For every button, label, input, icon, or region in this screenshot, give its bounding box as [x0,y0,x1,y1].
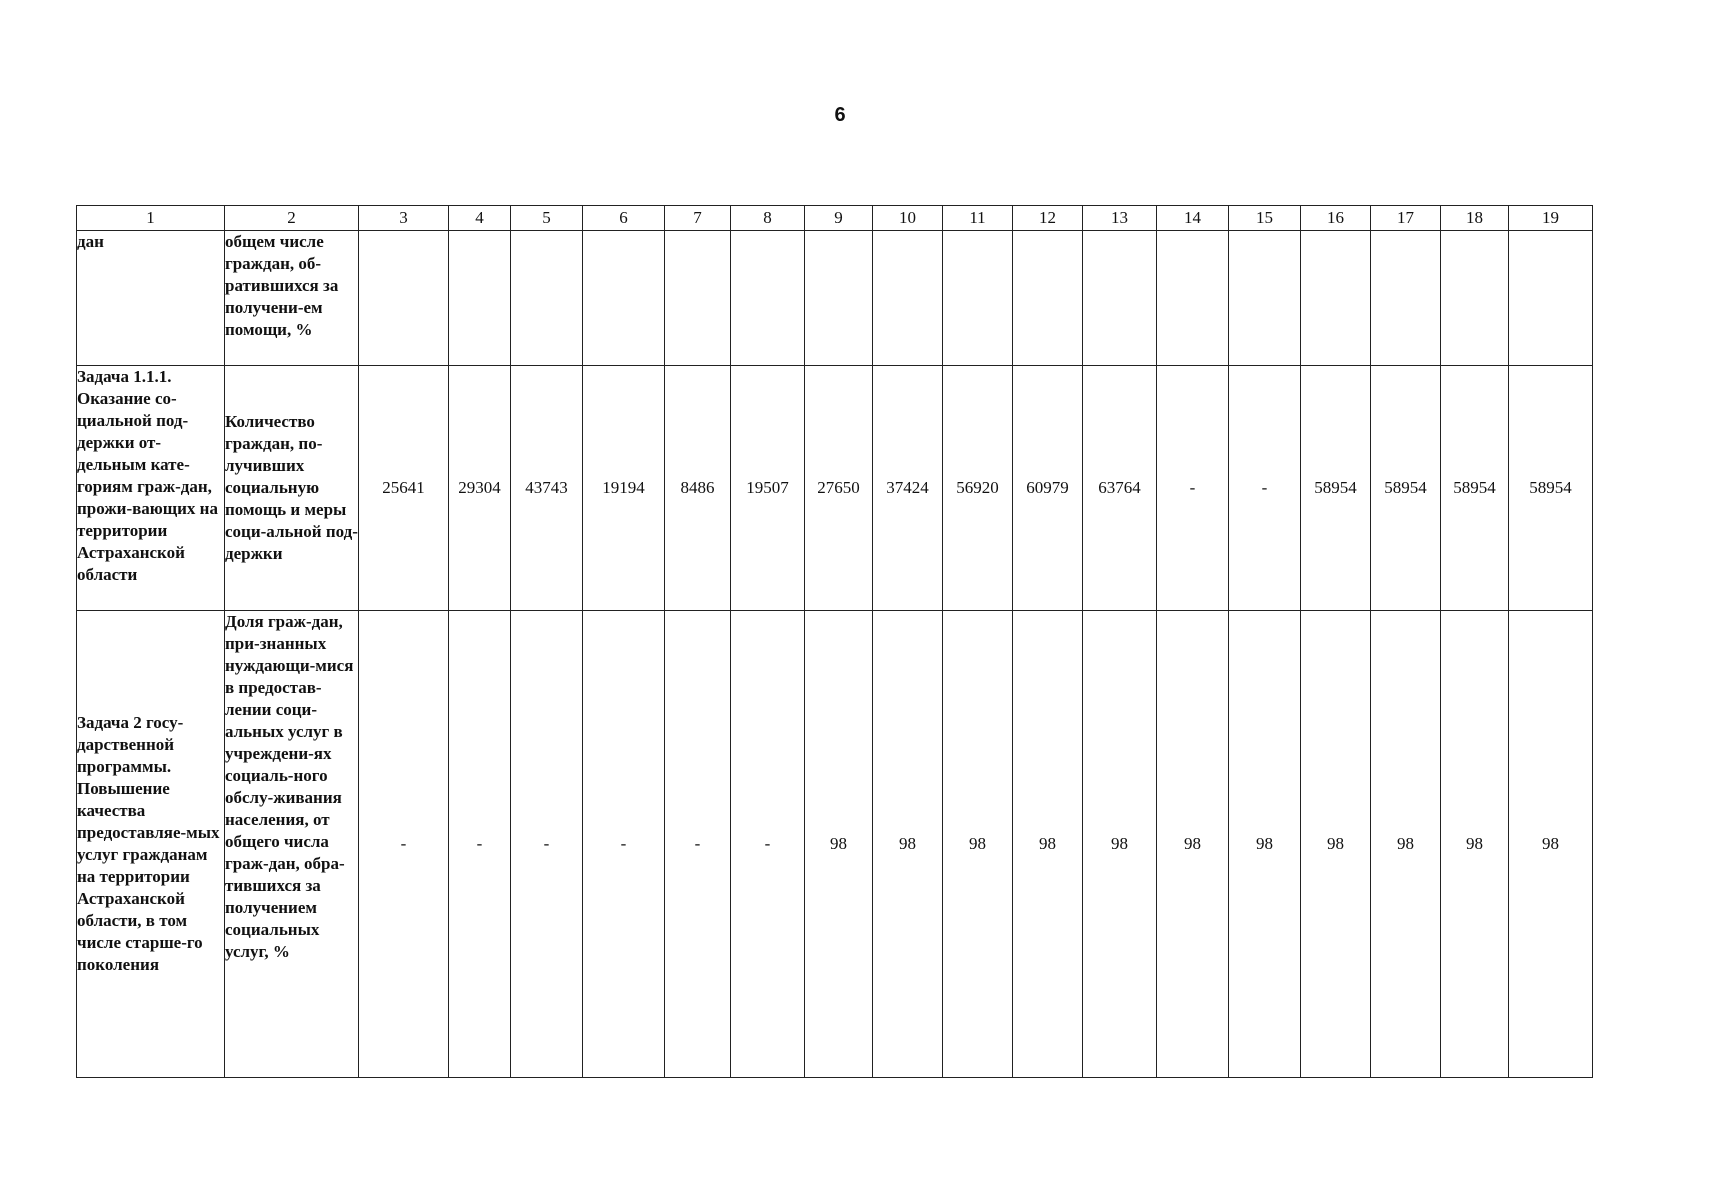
page-number: 6 [834,104,846,126]
value-cell: 98 [943,611,1013,1078]
task-cell: дан [77,231,225,366]
value-cell: - [665,611,731,1078]
col-header: 13 [1083,206,1157,231]
value-cell [583,231,665,366]
value-cell: 98 [1013,611,1083,1078]
value-cell: - [511,611,583,1078]
value-cell [1229,231,1301,366]
header-row [77,206,1593,231]
col-header: 15 [1229,206,1301,231]
value-cell: - [583,611,665,1078]
value-cell: 43743 [511,366,583,611]
value-cell: - [1229,366,1301,611]
col-header: 1 [77,206,225,231]
value-cell: 19507 [731,366,805,611]
value-cell: 98 [1301,611,1371,1078]
value-cell [805,231,873,366]
indicator-cell: Доля граж-дан, при-знанных нуждающи-мися в предостав-лении соци-альных услуг в учреждени-ях социаль-ного обслу-живания населения, от общего числа граж-дан, обра-тившихся за получением социальных услуг, % [225,611,359,1078]
col-header: 5 [511,206,583,231]
value-cell [1301,231,1371,366]
value-cell: 63764 [1083,366,1157,611]
value-cell: 58954 [1301,366,1371,611]
value-cell: 98 [1083,611,1157,1078]
value-cell [1371,231,1441,366]
col-header: 16 [1301,206,1371,231]
value-cell [1157,231,1229,366]
value-cell [665,231,731,366]
col-header: 2 [225,206,359,231]
task-cell: Задача 1.1.1. Оказание со-циальной под-держки от-дельным кате-гориям граж-дан, прожи-вающих на территории Астраханской области [77,366,225,611]
col-header: 10 [873,206,943,231]
value-cell: 56920 [943,366,1013,611]
value-cell [1013,231,1083,366]
col-header: 14 [1157,206,1229,231]
value-cell: 25641 [359,366,449,611]
value-cell: 98 [873,611,943,1078]
col-header: 18 [1441,206,1509,231]
value-cell [359,231,449,366]
value-cell [873,231,943,366]
table-row [77,231,1593,366]
col-header: 4 [449,206,511,231]
value-cell [1083,231,1157,366]
value-cell: 19194 [583,366,665,611]
value-cell: 98 [1509,611,1593,1078]
col-header: 8 [731,206,805,231]
value-cell: - [359,611,449,1078]
indicator-cell: общем числе граждан, об-ратившихся за получени-ем помощи, % [225,231,359,366]
table-row [77,366,1593,611]
value-cell [511,231,583,366]
value-cell: - [1157,366,1229,611]
indicator-cell: Количество граждан, по-лучивших социальную помощь и меры соци-альной под-держки [225,366,359,611]
col-header: 11 [943,206,1013,231]
value-cell: 58954 [1509,366,1593,611]
value-cell [449,231,511,366]
value-cell [943,231,1013,366]
value-cell: 58954 [1441,366,1509,611]
value-cell: - [731,611,805,1078]
col-header: 7 [665,206,731,231]
value-cell [1441,231,1509,366]
value-cell: 27650 [805,366,873,611]
value-cell: 29304 [449,366,511,611]
col-header: 19 [1509,206,1593,231]
value-cell: 58954 [1371,366,1441,611]
indicators-table [76,205,1593,1078]
value-cell: 37424 [873,366,943,611]
value-cell: - [449,611,511,1078]
col-header: 12 [1013,206,1083,231]
value-cell: 98 [1441,611,1509,1078]
value-cell: 98 [1371,611,1441,1078]
col-header: 6 [583,206,665,231]
value-cell: 98 [1229,611,1301,1078]
value-cell: 8486 [665,366,731,611]
col-header: 17 [1371,206,1441,231]
value-cell [731,231,805,366]
col-header: 3 [359,206,449,231]
task-cell: Задача 2 госу-дарственной программы. Повышение качества предоставляе-мых услуг гражданам на территории Астраханской области, в том числе старше-го поколения [77,611,225,1078]
col-header: 9 [805,206,873,231]
value-cell [1509,231,1593,366]
value-cell: 98 [1157,611,1229,1078]
value-cell: 98 [805,611,873,1078]
value-cell: 60979 [1013,366,1083,611]
table-row [77,611,1593,1078]
